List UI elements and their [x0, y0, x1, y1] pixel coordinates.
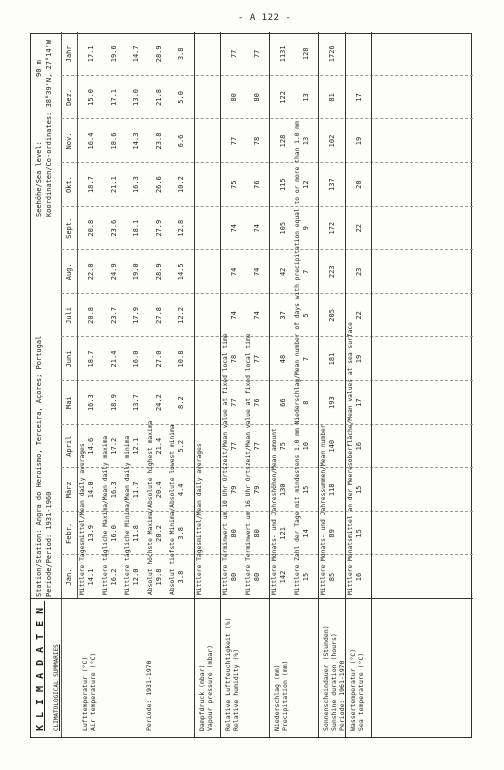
cell-value: 128: [279, 134, 287, 148]
section-divider: [345, 32, 346, 737]
month-header: Juni: [65, 350, 73, 368]
cell-value: 23.8: [154, 132, 163, 150]
section-label: Dampfdruck (mbar): [197, 664, 206, 731]
section-divider: [269, 32, 270, 737]
column-divider: [61, 118, 473, 119]
table-title: KLIMADATEN: [35, 600, 46, 731]
cell-value: 5.0: [177, 91, 185, 104]
cell-value: 74: [230, 223, 238, 233]
row-caption: Mittlere Tagesmittel/Mean daily averages: [79, 443, 86, 595]
cell-value: 5: [301, 313, 310, 318]
cell-value: 115: [279, 178, 287, 191]
cell-value: 15: [354, 485, 363, 495]
section-label: Niederschlag (mm): [273, 664, 281, 731]
cell-value: 66: [279, 398, 287, 407]
cell-value: 80: [230, 572, 238, 582]
column-divider: [61, 75, 473, 76]
header-bottom-line: [77, 32, 78, 599]
cell-value: 74: [230, 267, 238, 277]
cell-value: 17.2: [109, 437, 118, 455]
cell-value: 75: [230, 180, 238, 189]
cell-value: 193: [328, 396, 336, 409]
cell-value: 23.6: [109, 219, 118, 237]
cell-value: 79: [230, 485, 238, 495]
cell-value: 85: [328, 572, 336, 582]
cell-value: 15: [301, 485, 310, 495]
cell-value: 21.4: [109, 350, 118, 368]
cell-value: 16.3: [87, 394, 95, 412]
cell-value: 16.3: [132, 176, 140, 194]
section-label: Lufttemperatur (°C): [81, 656, 89, 731]
cell-value: 22: [354, 311, 363, 320]
cell-value: 76: [252, 398, 261, 407]
cell-value: 118: [328, 483, 336, 497]
section-label: Wassertemperatur (°C): [348, 648, 357, 731]
column-divider: [61, 293, 473, 294]
cell-value: 74: [230, 311, 238, 320]
cell-value: 13: [301, 136, 310, 146]
cell-value: 20.4: [154, 481, 163, 499]
station-line: Station/Station: Angra do Heroísmo, Terceira, Açores; Portugal: [35, 335, 43, 597]
cell-value: 121: [279, 527, 287, 540]
cell-value: 1131: [279, 45, 287, 63]
cell-value: 10.2: [177, 176, 185, 194]
cell-value: 16.3: [109, 481, 118, 499]
cell-value: 19: [354, 354, 363, 364]
cell-value: 77: [252, 441, 261, 451]
column-divider: [61, 206, 473, 207]
cell-value: 20.8: [87, 306, 95, 324]
month-header: Juli: [65, 306, 73, 324]
cell-value: 22: [354, 223, 363, 233]
month-header: Nov.: [65, 132, 73, 150]
row-caption: Mittlere Terminwert um 16 Uhr Ortszeit/Mean value at fixed local time: [244, 333, 252, 595]
elevation-label: Seehöhe/Sea level:: [35, 141, 43, 217]
cell-value: 16.0: [132, 350, 140, 368]
cell-value: 89: [328, 529, 336, 538]
month-header: Febr.: [65, 522, 73, 544]
label-header-line: [61, 599, 62, 737]
cell-value: 74: [252, 223, 261, 233]
cell-value: 28.9: [154, 263, 163, 281]
cell-value: 172: [328, 221, 336, 235]
cell-value: 48: [279, 354, 287, 364]
cell-value: 77: [230, 49, 238, 59]
cell-value: 20.8: [87, 219, 95, 237]
cell-value: 12.0: [132, 568, 140, 586]
section-label: Air temperature (°C): [89, 652, 97, 731]
cell-value: 27.9: [154, 219, 163, 237]
cell-value: 13.0: [132, 88, 140, 106]
cell-value: 21.1: [109, 176, 118, 194]
cell-value: 11.8: [132, 524, 140, 542]
cell-value: 10.8: [177, 350, 185, 368]
column-divider: [61, 380, 473, 381]
period-line: Periode/Period: 1931-1960: [45, 491, 53, 597]
month-header: Mai: [65, 396, 73, 409]
cell-value: 10: [301, 441, 310, 451]
section-label: Sonnenscheindauer (Stunden): [322, 625, 330, 731]
cell-value: 23: [354, 267, 363, 277]
section-label: Relative humidity (%): [232, 648, 240, 731]
row-caption: Mittlere Zahl der Tage mit mindestens 1.0 mm Niederschlag/Mean number of days with precipitation equal to or more than 1.0 mm: [293, 121, 301, 595]
cell-value: 78: [230, 354, 238, 364]
cell-value: 76: [252, 180, 261, 189]
cell-value: 11.7: [132, 481, 140, 499]
cell-value: 75: [279, 441, 287, 451]
cell-value: 21.4: [154, 437, 163, 455]
cell-value: 16: [354, 441, 363, 451]
section-divider: [194, 32, 195, 737]
row-caption: Absolut tiefste Minima/Absolute lowest minima: [169, 424, 176, 595]
cell-value: 77: [230, 441, 238, 451]
column-divider: [61, 424, 473, 425]
cell-value: 3.8: [177, 47, 185, 61]
month-header: Okt.: [65, 176, 73, 194]
column-divider: [61, 467, 473, 468]
section-label: Sea temperature (°C): [356, 652, 365, 731]
row-caption: Mittlere Monats- und Jahressummen/Mean number: [320, 424, 327, 595]
cell-value: 15: [301, 572, 310, 582]
row-caption: Mittlere Tagesmittel/Mean daily averages: [195, 443, 203, 595]
section-divider: [371, 32, 372, 737]
cell-value: 13: [301, 93, 310, 102]
cell-value: 14.0: [87, 481, 95, 499]
cell-value: 3.8: [177, 570, 185, 584]
cell-value: 28.9: [154, 45, 163, 63]
cell-value: 18.6: [109, 132, 118, 150]
cell-value: 74: [252, 311, 261, 320]
cell-value: 16.4: [87, 132, 95, 150]
month-header: Jahr: [65, 45, 73, 63]
month-header: Dez.: [65, 88, 73, 106]
cell-value: 16.0: [109, 524, 118, 542]
cell-value: 102: [328, 134, 336, 148]
cell-value: 12: [301, 180, 310, 189]
climate-table: [30, 33, 472, 738]
month-header: April: [65, 435, 73, 457]
cell-value: 142: [279, 570, 287, 584]
cell-value: 20.2: [154, 524, 163, 542]
cell-value: 7: [301, 269, 310, 274]
cell-value: 77: [230, 398, 238, 407]
cell-value: 181: [328, 352, 336, 366]
cell-value: 22.0: [87, 263, 95, 281]
cell-value: 3.8: [177, 527, 185, 540]
cell-value: 74: [252, 267, 261, 277]
cell-value: 16.2: [109, 568, 118, 586]
cell-value: 223: [328, 265, 336, 279]
cell-value: 17.1: [87, 45, 95, 63]
cell-value: 12.1: [132, 437, 140, 455]
header-top-line: [61, 32, 62, 599]
column-divider: [61, 162, 473, 163]
cell-value: 23.7: [109, 306, 118, 324]
coordinates: Koordinaten/Co-ordinates: 38°39'N, 27°14'W: [45, 39, 53, 217]
cell-value: 122: [279, 91, 287, 104]
cell-value: 17: [354, 398, 363, 407]
table-subtitle: CLIMATOLOGICAL SUMMARIES: [53, 644, 60, 731]
cell-value: 14.3: [132, 132, 140, 150]
cell-value: 81: [328, 93, 336, 102]
cell-value: 20: [354, 180, 363, 189]
section-divider: [220, 32, 221, 737]
section-label: Sunshine duration (hours): [330, 633, 338, 731]
section-label: Precipitation (mm): [281, 660, 289, 731]
cell-value: 140: [328, 439, 336, 453]
rotated-table: [30, 33, 472, 738]
cell-value: 19.6: [109, 45, 118, 63]
cell-value: 80: [252, 529, 261, 538]
section-label: Relative Luftfeuchtigkeit (%): [224, 617, 232, 731]
cell-value: 8: [301, 400, 310, 405]
cell-value: 105: [279, 221, 287, 235]
cell-value: 14.1: [87, 568, 95, 586]
month-header: Aug.: [65, 263, 73, 281]
cell-value: 78: [252, 136, 261, 146]
section-label: Vapour pressure (mbar): [205, 644, 214, 731]
cell-value: 6.6: [177, 134, 185, 148]
row-caption: Mittlere tägliche Maxima/Mean daily maxima: [101, 435, 109, 595]
cell-value: 18.1: [132, 219, 140, 237]
column-divider: [61, 249, 473, 250]
month-header: Sept.: [65, 217, 73, 239]
cell-value: 42: [279, 267, 287, 277]
section-label: Periode: 1961-1970: [338, 660, 346, 731]
cell-value: 137: [328, 178, 336, 191]
cell-value: 24.9: [109, 263, 118, 281]
cell-value: 5.2: [177, 439, 185, 453]
column-divider: [61, 511, 473, 512]
cell-value: 12.8: [177, 219, 185, 237]
cell-value: 13.9: [87, 524, 95, 542]
page-number: - A 122 -: [238, 13, 292, 23]
cell-value: 27.0: [154, 350, 163, 368]
cell-value: 7: [301, 356, 310, 362]
cell-value: 4.4: [177, 483, 185, 497]
cell-value: 77: [252, 49, 261, 59]
cell-value: 77: [230, 136, 238, 146]
column-divider: [61, 336, 473, 337]
cell-value: 79: [252, 485, 261, 495]
cell-value: 18.9: [109, 394, 118, 412]
cell-value: 19.0: [132, 263, 140, 281]
cell-value: 14.6: [87, 437, 95, 455]
cell-value: 18.7: [87, 350, 95, 368]
cell-value: 21.8: [154, 88, 163, 106]
section-divider: [318, 32, 319, 737]
row-caption: Mittlere Terminwert um 10 Uhr Ortszeit/Mean value at fixed local time: [222, 333, 229, 595]
cell-value: 1726: [328, 45, 336, 63]
cell-value: 19.8: [154, 568, 163, 586]
cell-value: 128: [301, 47, 310, 61]
cell-value: 26.6: [154, 176, 163, 194]
cell-value: 37: [279, 311, 287, 320]
month-header: Jan.: [65, 568, 73, 586]
elevation-value: 90 m: [35, 60, 43, 77]
cell-value: 27.8: [154, 306, 163, 324]
cell-value: 80: [230, 529, 238, 538]
row-caption: Mittlere Monatsmittel an der Meeresoberfläche/Mean values at sea surface: [346, 322, 354, 595]
cell-value: 14.7: [132, 45, 140, 63]
cell-value: 18.7: [87, 176, 95, 194]
cell-value: 130: [279, 483, 287, 497]
cell-value: 9: [301, 226, 310, 231]
cell-value: 205: [328, 309, 336, 322]
cell-value: 19: [354, 136, 363, 146]
cell-value: 17: [354, 93, 363, 102]
row-caption: Mittlere tägliche Minima/Mean daily minima: [124, 435, 131, 595]
cell-value: 80: [230, 93, 238, 102]
cell-value: 17.1: [109, 88, 118, 106]
cell-value: 15.0: [87, 88, 95, 106]
cell-value: 12.2: [177, 306, 185, 324]
section-label: Periode: 1931-1970: [145, 660, 153, 731]
cell-value: 14: [301, 529, 310, 538]
cell-value: 17.9: [132, 306, 140, 324]
cell-value: 80: [252, 572, 261, 582]
cell-value: 24.2: [154, 394, 163, 412]
cell-value: 14.5: [177, 263, 185, 281]
column-divider: [61, 554, 473, 555]
cell-value: 15: [354, 529, 363, 538]
cell-value: 13.7: [132, 394, 140, 412]
cell-value: 8.2: [177, 396, 185, 409]
cell-value: 16: [354, 572, 363, 582]
row-caption: Mittlere Monats- und Jahreshöhen/Mean amount: [271, 428, 278, 595]
month-header: März: [65, 481, 73, 499]
cell-value: 80: [252, 93, 261, 102]
cell-value: 77: [252, 354, 261, 364]
row-caption: Absolut höchste Maxima/Absolute highest maxima: [146, 420, 154, 595]
